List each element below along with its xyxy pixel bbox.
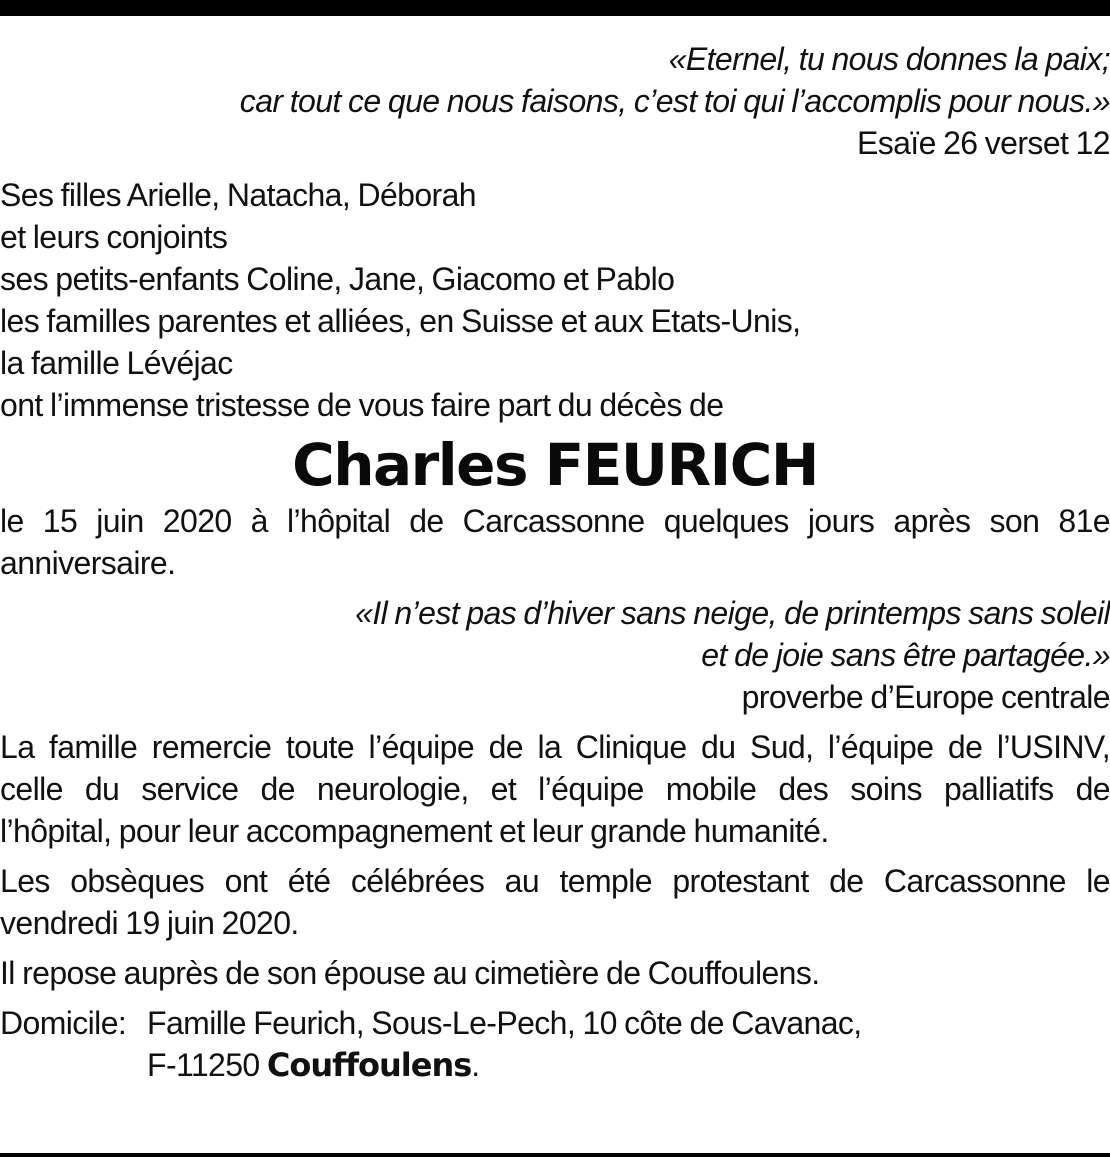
domicile-label: Domicile: (0, 1005, 127, 1041)
family-line: et leurs conjoints (0, 219, 228, 255)
epigraph (0, 38, 1110, 164)
family-line: la famille Lévéjac (0, 345, 233, 381)
family-line: Ses filles Arielle, Natacha, Déborah (0, 177, 476, 213)
thanks-paragraph (0, 726, 1110, 852)
death-notice (0, 38, 1110, 1086)
thanks-line-1: La famille remercie toute l’équipe de la Clinique du Sud, l’équipe de l’USINV, (0, 729, 1110, 765)
proverb-source: proverbe d’Europe centrale (741, 679, 1110, 715)
domicile-city: Couffoulens (266, 1046, 472, 1084)
death-details-line-2: anniversaire. (0, 545, 176, 581)
domicile-end-punct: . (471, 1047, 480, 1083)
epigraph-line-2: car tout ce que nous faisons, c’est toi qui l’accomplis pour nous.» (239, 83, 1110, 119)
family-line: ses petits-enfants Coline, Jane, Giacomo et Pablo (0, 261, 675, 297)
domicile (0, 1002, 1110, 1086)
thanks-line-2: celle du service de neurologie, et l’équipe mobile des soins palliatifs de (0, 771, 1110, 807)
proverb-line-2: et de joie sans être partagée.» (701, 637, 1110, 673)
deceased-name: Charles FEURICH (292, 431, 818, 499)
death-details (0, 500, 1110, 584)
funeral-paragraph (0, 860, 1110, 944)
bottom-border-rule (0, 1153, 1110, 1157)
resting-place: Il repose auprès de son épouse au cimetière de Couffoulens. (0, 955, 820, 991)
proverb (0, 592, 1110, 718)
proverb-line-1: «Il n’est pas d’hiver sans neige, de printemps sans soleil (355, 595, 1110, 631)
death-details-line-1: le 15 juin 2020 à l’hôpital de Carcassonne quelques jours après son 81e (0, 503, 1110, 539)
domicile-address: Famille Feurich, Sous-Le-Pech, 10 côte de Cavanac, (147, 1005, 862, 1041)
family-line: les familles parentes et alliées, en Suisse et aux Etats-Unis, (0, 303, 801, 339)
epigraph-reference: Esaïe 26 verset 12 (856, 125, 1110, 161)
family-line: ont l’immense tristesse de vous faire part du décès de (0, 387, 724, 423)
top-border-rule (0, 0, 1110, 16)
funeral-line-2: vendredi 19 juin 2020. (0, 905, 299, 941)
funeral-line-1: Les obsèques ont été célébrées au temple protestant de Carcassonne le (0, 863, 1110, 899)
epigraph-line-1: «Eternel, tu nous donnes la paix; (668, 41, 1110, 77)
thanks-line-3: l’hôpital, pour leur accompagnement et leur grande humanité. (0, 813, 829, 849)
family-announcement (0, 174, 1110, 426)
domicile-postcode: F-11250 (147, 1047, 260, 1083)
